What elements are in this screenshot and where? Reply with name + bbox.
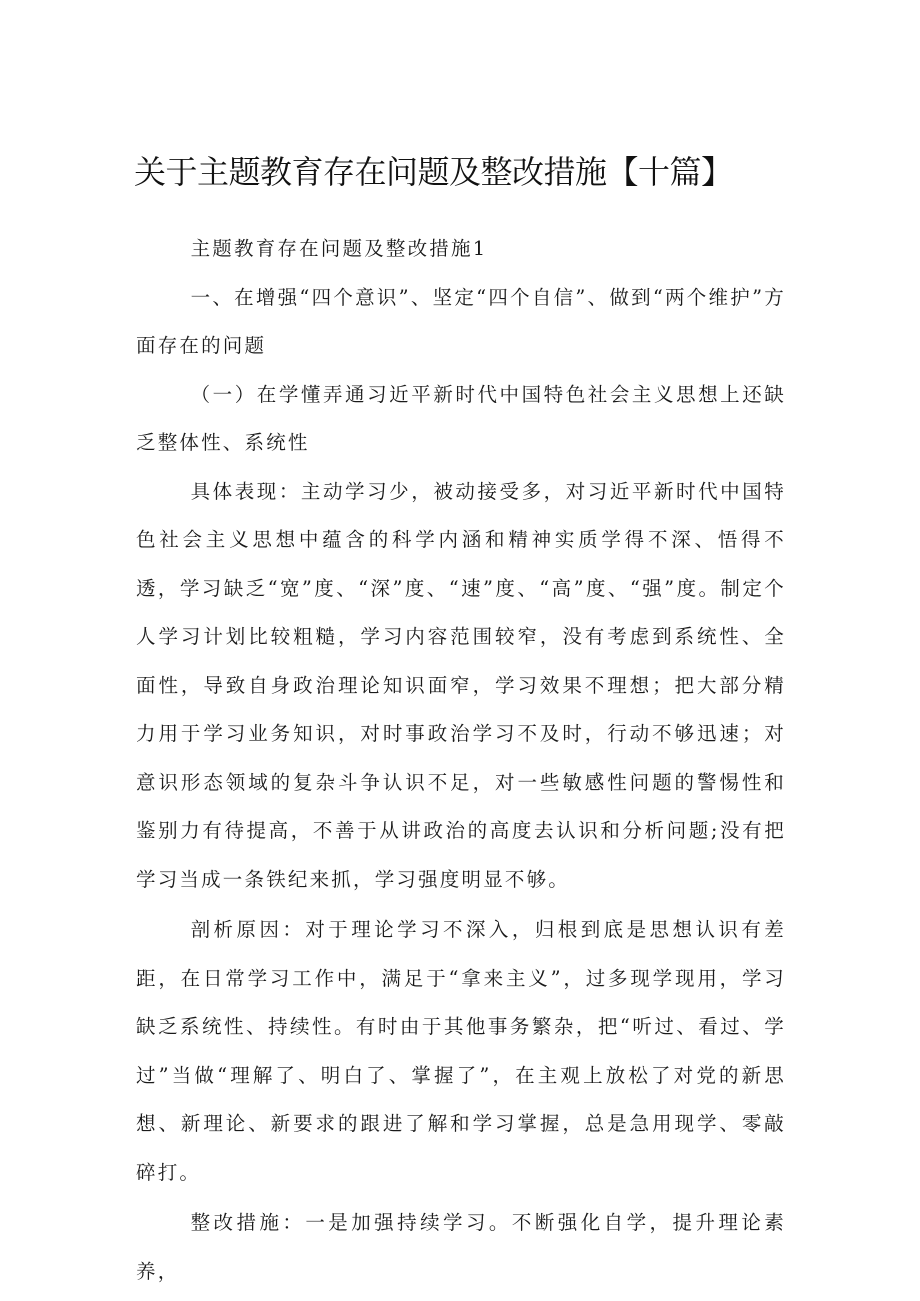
document-body	[136, 225, 786, 1296]
paragraph-rectification: 整改措施：一是加强持续学习。不断强化自学，提升理论素养，	[136, 1211, 786, 1283]
section-heading: 主题教育存在问题及整改措施1	[190, 237, 488, 260]
paragraph-issue-heading: 一、在增强“四个意识”、坚定“四个自信”、做到“两个维护”方面存在的问题	[136, 285, 786, 357]
paragraph-cause-analysis: 剖析原因：对于理论学习不深入，归根到底是思想认识有差距，在日常学习工作中，满足于“拿来主义”，过多现学现用，学习缺乏系统性、持续性。有时由于其他事务繁杂，把“听过、看过、学过”当做“理解了、明白了、掌握了”，在主观上放松了对党的新思想、新理论、新要求的跟进了解和学习掌握，总是急用现学、零敲碎打。	[136, 918, 786, 1184]
document-title: 关于主题教育存在问题及整改措施【十篇】	[134, 153, 733, 191]
paragraph-subheading: （一）在学懂弄通习近平新时代中国特色社会主义思想上还缺乏整体性、系统性	[136, 382, 786, 454]
paragraph-manifestation: 具体表现：主动学习少，被动接受多，对习近平新时代中国特色社会主义思想中蕴含的科学内涵和精神实质学得不深、悟得不透，学习缺乏“宽”度、“深”度、“速”度、“高”度、“强”度。制定个人学习计划比较粗糙，学习内容范围较窄，没有考虑到系统性、全面性，导致自身政治理论知识面窄，学习效果不理想；把大部分精力用于学习业务知识，对时事政治学习不及时，行动不够迅速；对意识形态领域的复杂斗争认识不足，对一些敏感性问题的警惕性和鉴别力有待提高，不善于从讲政治的高度去认识和分析问题;没有把学习当成一条铁纪来抓，学习强度明显不够。	[136, 479, 786, 891]
